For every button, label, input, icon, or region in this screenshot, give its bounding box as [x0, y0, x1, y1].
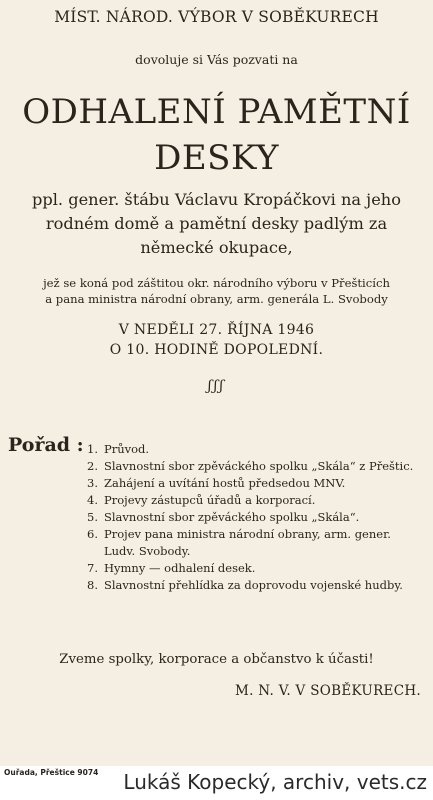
program-item-number: 3. [87, 476, 98, 490]
program-item [84, 543, 429, 560]
program-item-number: 6. [87, 527, 98, 541]
patronage-line-1: jež se koná pod záštitou okr. národního výboru v Přešticích [43, 276, 390, 290]
program-item-text: Projevy zástupců úřadů a korporací. [104, 493, 316, 507]
patronage-line-2: a pana ministra národní obrany, arm. generála L. Svobody [45, 292, 388, 306]
program-item-number: 1. [87, 442, 98, 456]
invitation-line: dovoluje si Vás pozvati na [135, 52, 298, 67]
printer-imprint: Ouřada, Přeštice 9074 [4, 768, 99, 777]
program-list [84, 441, 429, 594]
title-line-1: ODHALENÍ PAMĚTNÍ [22, 92, 411, 132]
decorative-squiggle: ʃʃʃ [207, 378, 226, 394]
subtitle-line-1: ppl. gener. štábu Václavu Kropáčkovi na jeho [32, 190, 401, 209]
program-item-number: 8. [87, 578, 98, 592]
program-item-text: Projev pana ministra národní obrany, arm. gener. [104, 527, 391, 541]
issuer-header: MÍST. NÁROD. VÝBOR V SOBĚKURECH [54, 8, 379, 26]
program-item-number: 5. [87, 510, 98, 524]
program-item-text: Zahájení a uvítání hostů předsedou MNV. [104, 476, 346, 490]
program-item [84, 441, 429, 458]
program-item [84, 560, 429, 577]
program-item-text: Hymny — odhalení desek. [104, 561, 256, 575]
program-item-text: Slavnostní sbor zpěváckého spolku „Skála“. [104, 510, 360, 524]
subtitle-line-3: německé okupace, [140, 238, 293, 257]
program-item-text: Průvod. [104, 442, 150, 456]
program-item [84, 577, 429, 594]
archive-watermark: Lukáš Kopecký, archiv, vets.cz [123, 770, 427, 794]
program-item-number: 2. [87, 459, 98, 473]
program-label: Pořad : [8, 434, 84, 456]
signature: M. N. V. V SOBĚKURECH. [234, 683, 421, 699]
program-item-text: Slavnostní sbor zpěváckého spolku „Skála“ z Přeštic. [104, 459, 414, 473]
program-item-number: 7. [87, 561, 98, 575]
event-time: O 10. HODINĚ DOPOLEDNÍ. [109, 342, 324, 358]
event-date: V NEDĚLI 27. ŘÍJNA 1946 [118, 322, 315, 338]
program-item [84, 475, 429, 492]
program-item-text: Ludv. Svobody. [104, 544, 191, 558]
program-item [84, 526, 429, 543]
program-item-number: 4. [87, 493, 98, 507]
program-item [84, 509, 429, 526]
subtitle-line-2: rodném domě a pamětní desky padlým za [45, 214, 388, 233]
closing-invitation: Zveme spolky, korporace a občanstvo k účasti! [59, 652, 374, 667]
program-item-text: Slavnostní přehlídka za doprovodu vojenské hudby. [104, 578, 403, 592]
program-item [84, 458, 429, 475]
program-item [84, 492, 429, 509]
title-line-2: DESKY [154, 138, 279, 178]
